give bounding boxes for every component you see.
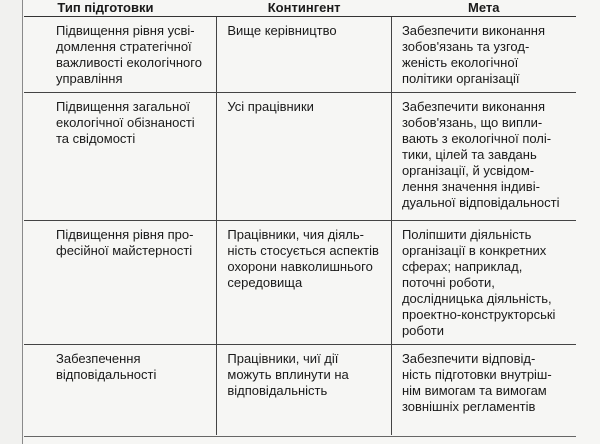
training-table — [24, 0, 576, 435]
cell-contingent: Вище керівництво — [217, 17, 392, 93]
cell-type: Підвищення рівня усві- домлення стратегічної важливості екологічного управління — [24, 17, 217, 93]
cell-contingent: Усі працівники — [217, 93, 392, 221]
cell-type: Забезпечення відповідальності — [56, 351, 157, 382]
table-header-row — [24, 0, 576, 17]
table-row — [24, 17, 576, 93]
table-row — [24, 93, 576, 221]
cell-contingent: Працівники, чиї дії можуть вплинути на відповідальність — [217, 345, 392, 435]
page-margin-edge — [0, 0, 23, 444]
cell-type: Підвищення рівня про- фесійної майстерності — [24, 221, 217, 345]
header-goal: Мета — [391, 0, 576, 17]
header-contingent: Контингент — [217, 0, 392, 17]
cell-goal: Забезпечити виконання зобов'язань та узгод- женість екологічної політики організації — [391, 17, 576, 93]
table-row — [24, 345, 576, 435]
cell-goal: Забезпечити виконання зобов'язань, що випли- вають з екологічної полі- тики, цілей та завдань організації, й усвідом- лення значення індиві- дуальної відповідальності — [391, 93, 576, 221]
header-type: Тип підготовки — [24, 0, 217, 17]
cell-contingent: Працівники, чия діяль- ність стосується аспектів охорони навколишнього середовища — [217, 221, 392, 345]
cell-goal: Забезпечити відповід- ність підготовки внутріш- нім вимогам та вимогам зовнішніх регламентів — [391, 345, 576, 435]
cell-type: Підвищення загальної екологічної обізнаності та свідомості — [24, 93, 217, 221]
cell-goal: Поліпшити діяльність організації в конкретних сферах; наприклад, поточні роботи, дослідницька діяльність, проектно-конструкторські роботи — [391, 221, 576, 345]
table-row — [24, 221, 576, 345]
bottom-rule — [24, 436, 576, 437]
